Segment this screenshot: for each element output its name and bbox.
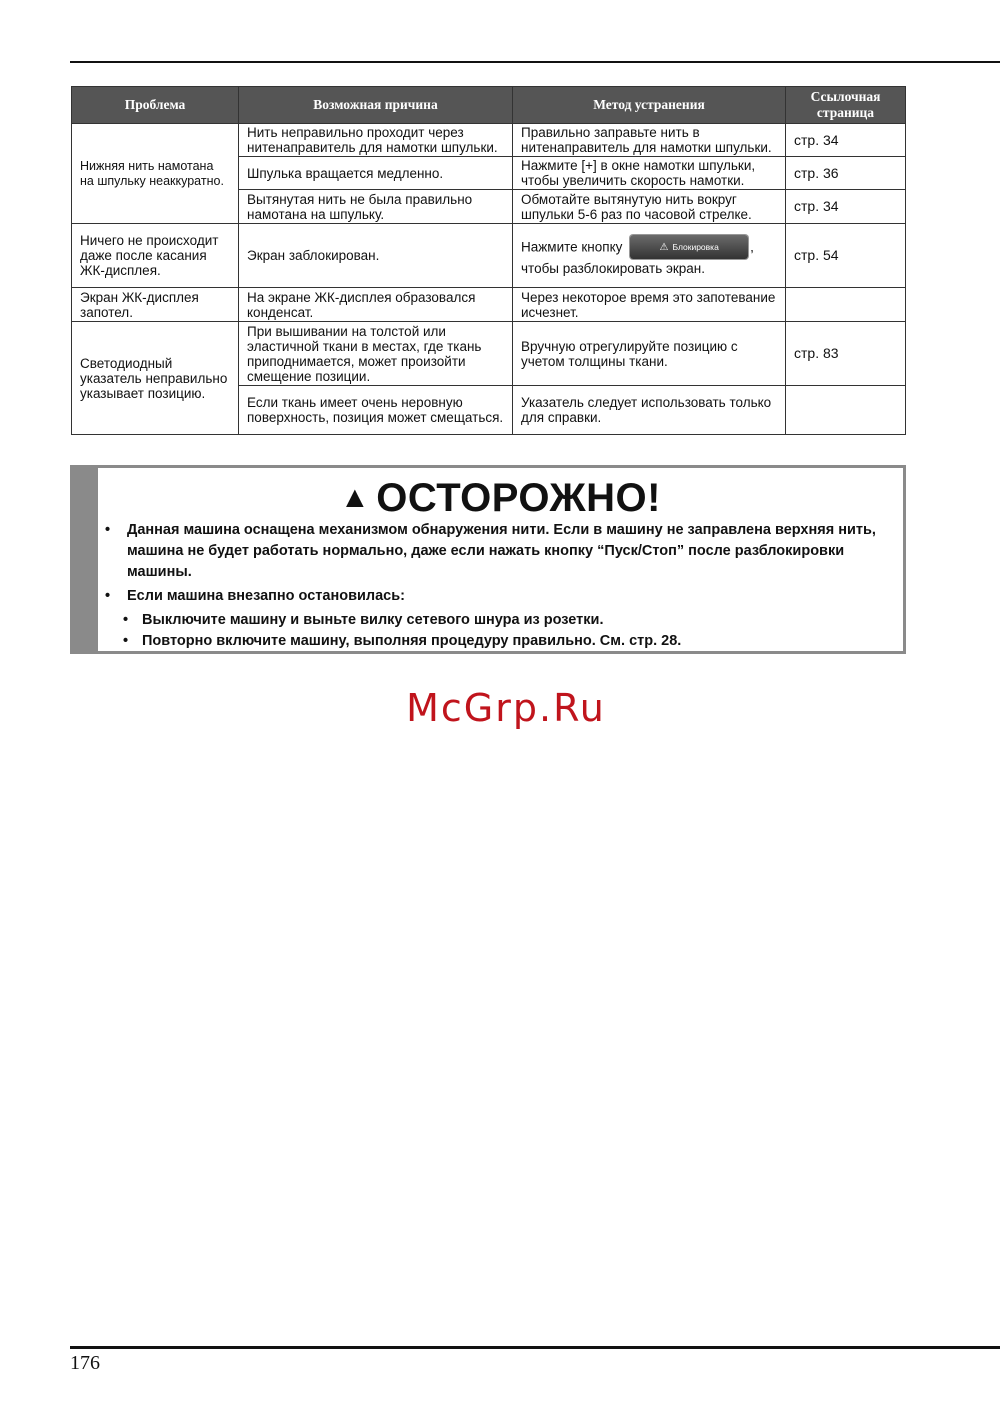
solution-cell: Нажмите [+] в окне намотки шпульки, чтобы увеличить скорость намотки. <box>513 157 786 190</box>
page-number: 176 <box>70 1352 100 1374</box>
reference-cell: стр. 34 <box>786 190 906 224</box>
bullet-icon: • <box>123 633 129 649</box>
caution-subitem-text: Выключите машину и выньте вилку сетевого шнура из розетки. <box>142 612 604 628</box>
problem-cell: Нижняя нить намотана на шпульку неаккуратно. <box>72 124 239 224</box>
bottom-rule <box>70 1346 1000 1349</box>
reference-cell: стр. 34 <box>786 124 906 157</box>
reference-cell: стр. 83 <box>786 322 906 386</box>
bullet-icon: • <box>123 612 129 628</box>
header-problem: Проблема <box>72 87 239 124</box>
cause-cell: Вытянутая нить не была правильно намотана на шпульку. <box>239 190 513 224</box>
header-reference-page: Ссылочная страница <box>786 87 906 124</box>
table-row <box>72 224 906 288</box>
solution-cell: Обмотайте вытянутую нить вокруг шпульки 5-6 раз по часовой стрелке. <box>513 190 786 224</box>
cause-cell: На экране ЖК-дисплея образовался конденсат. <box>239 288 513 322</box>
reference-cell <box>786 288 906 322</box>
warning-icon: ⚠ <box>659 242 669 253</box>
problem-cell: Светодиодный указатель неправильно указывает позицию. <box>72 322 239 435</box>
problem-cell: Ничего не происходит даже после касания ЖК-дисплея. <box>72 224 239 288</box>
unlock-button-label: Блокировка <box>672 242 719 252</box>
cause-cell: Если ткань имеет очень неровную поверхность, позиция может смещаться. <box>239 386 513 435</box>
unlock-button <box>630 235 748 259</box>
reference-cell <box>786 386 906 435</box>
solution-cell: Через некоторое время это запотевание исчезнет. <box>513 288 786 322</box>
table-row <box>72 288 906 322</box>
caution-item-text: Если машина внезапно остановилась: <box>127 588 405 604</box>
reference-cell: стр. 36 <box>786 157 906 190</box>
top-rule <box>70 61 1000 63</box>
cause-cell: Экран заблокирован. <box>239 224 513 288</box>
solution-text: , <box>750 239 754 255</box>
solution-cell: Правильно заправьте нить в нитенаправитель для намотки шпульки. <box>513 124 786 157</box>
cause-cell: При вышивании на толстой или эластичной ткани в местах, где ткань приподнимается, может произойти смещение позиции. <box>239 322 513 386</box>
solution-text: Нажмите кнопку <box>521 239 623 255</box>
troubleshooting-table <box>71 86 906 435</box>
header-solution: Метод устранения <box>513 87 786 124</box>
solution-cell: Указатель следует использовать только для справки. <box>513 386 786 435</box>
bullet-icon: • <box>105 588 111 604</box>
table-header-row <box>72 87 906 124</box>
table-row <box>72 322 906 386</box>
cause-cell: Нить неправильно проходит через нитенаправитель для намотки шпульки. <box>239 124 513 157</box>
caution-title-text: ОСТОРОЖНО! <box>376 476 661 520</box>
bullet-icon: • <box>105 522 111 538</box>
reference-cell: стр. 54 <box>786 224 906 288</box>
caution-title <box>98 474 903 522</box>
caution-side-bar <box>73 468 98 651</box>
watermark: McGrp.Ru <box>406 686 606 730</box>
caution-item <box>105 520 885 583</box>
solution-text: чтобы разблокировать экран. <box>521 261 706 276</box>
problem-cell: Экран ЖК-дисплея запотел. <box>72 288 239 322</box>
cause-cell: Шпулька вращается медленно. <box>239 157 513 190</box>
caution-subitem <box>105 610 885 631</box>
solution-cell <box>513 224 786 288</box>
caution-box <box>70 465 906 654</box>
caution-subitem-text: Повторно включите машину, выполняя процедуру правильно. См. стр. 28. <box>142 633 682 649</box>
caution-item <box>105 586 885 607</box>
solution-cell: Вручную отрегулируйте позицию с учетом толщины ткани. <box>513 322 786 386</box>
caution-list <box>105 520 885 652</box>
header-cause: Возможная причина <box>239 87 513 124</box>
warning-triangle-icon: ▲ <box>340 481 371 514</box>
caution-item-text: Данная машина оснащена механизмом обнаружения нити. Если в машину не заправлена верхняя нить, машина не будет работать нормально, даже если нажать кнопку “Пуск/Стоп” после разблокировки машины. <box>127 522 876 580</box>
table-row <box>72 124 906 157</box>
caution-subitem <box>105 631 885 652</box>
